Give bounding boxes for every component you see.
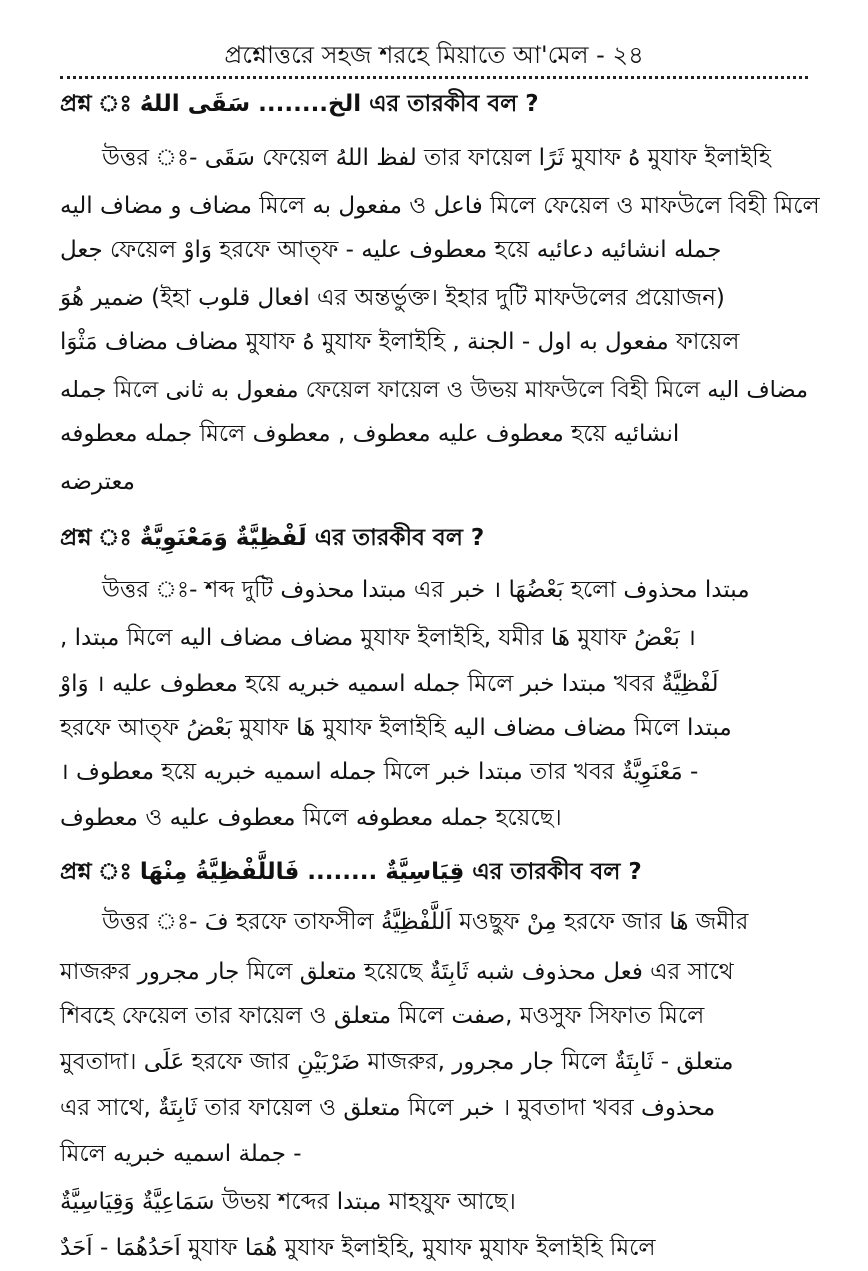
answer-3-line-2: মাজরুর جار مجرور মিলে متعلق হয়েছে فعل محذوف شبه ثَابِتَةٌ এর সাথে [60, 959, 734, 985]
answer-3-line-7: سَمَاعِيَّةٌ وَقِيَاسِيَّةٌ উভয় শব্দের مبتدا মাহযুফ আছে। [60, 1189, 516, 1215]
answer-3-line-4: মুবতাদা। عَلَى হরফে জার ضَرْبَيْنِ মাজরুর, جار مجرور মিলে متعلق - ثَابِتَةٌ [60, 1049, 734, 1075]
answer-2-line-5: । معطوف হয়ে جمله اسميه خبريه মিলে مبتدا خبر তার খবর مَعْنَوِيَّةٌ - [60, 759, 699, 785]
answer-3-line-6: মিলে جملة اسميه خبريه - [60, 1141, 302, 1167]
answer-3-line-5: এর সাথে, ثَابِتَةٌ তার ফায়েল ও متعلق মিলে خبر । মুবতাদা খবর محذوف [60, 1095, 716, 1121]
question-2: প্রশ্ন ঃ لَفْظِيَّةٌ وَمَعْنَوِيَّةٌ এর তারকীব বল ? [60, 525, 485, 551]
answer-3-line-1: উত্তর ঃ- فَ হরফে তাফসীল اَللَّفْظِيَّةُ মওছুফ مِنْ হরফে জার هَا জমীর [102, 909, 749, 935]
answer-1-line-7: جمله معطوفه মিলে معطوف عليه معطوف , معطوف হয়ে انشائيه [60, 421, 680, 447]
answer-1-line-1: উত্তর ঃ- سَقَى ফেয়েল لفظ اللهُ তার ফায়েল ثَرًا মুযাফ هُ মুযাফ ইলাইহি [102, 145, 771, 171]
answer-2-line-6: معطوف ও معطوف عليه মিলে جمله معطوفه হয়েছে। [60, 805, 562, 831]
header-divider [60, 76, 808, 79]
answer-1-line-3: جعل ফেয়েল وَاوْ হরফে আত্‌ফ - معطوف عليه হয়ে جمله انشائيه دعائيه [60, 237, 722, 263]
answer-1-line-4: ضمير هُوَ (ইহা افعال قلوب এর অন্তর্ভুক্ত। ইহার দুটি মাফউলের প্রয়োজন) [60, 285, 725, 311]
answer-3-line-3: শিবহে ফেয়েল তার ফায়েল ও متعلق মিলে صفت, মওসুফ সিফাত মিলে [60, 1003, 705, 1029]
page-header: প্রশ্নোত্তরে সহজ শরহে মিয়াতে আ'মেল - ২৪ [224, 41, 644, 69]
answer-1-line-5: مضاف مضاف مَثْوَا মুযাফ هُ মুযাফ ইলাইহি , مفعول به اول - الجنة ফায়েল [60, 329, 740, 355]
answer-2-line-1: উত্তর ঃ- শব্দ দুটি مبتدا محذوف এর خبر । بَعْضُهَا হলো مبتدا محذوف [102, 577, 750, 603]
question-3: প্রশ্ন ঃ قِيَاسِيَّةٌ ........ فَاللَّفْظِيَّةُ مِنْهَا এর তারকীব বল ? [60, 859, 642, 885]
answer-2-line-4: হরফে আত্‌ফ بَعْضُ মুযাফ هَا মুযাফ ইলাইহি مضاف مضاف اليه মিলে مبتدا [60, 715, 732, 741]
answer-2-line-3: وَاوْ । معطوف عليه হয়ে جمله اسميه خبريه মিলে مبتدا خبر খবর لَفْظِيَّةٌ [60, 671, 719, 697]
answer-1-line-2: مضاف و مضاف اليه মিলে مفعول به ও فاعل মিলে ফেয়েল ও মাফউলে বিহী মিলে [60, 193, 820, 219]
answer-2-line-2: , مبتدا মিলে مضاف مضاف اليه মুযাফ ইলাইহি, যমীর هَا মুযাফ بَعْضُ । [60, 625, 696, 651]
answer-3-line-8: اَحَدُهُمَا - اَحَدٌ মুযাফ هُمَا মুযাফ ইলাইহি, মুযাফ মুযাফ ইলাইহি মিলে [60, 1235, 656, 1261]
answer-1-line-8: معترضه [60, 469, 135, 495]
question-1: প্রশ্ন ঃ الخ........ سَقَى اللهُ এর তারকীব বল ? [60, 91, 539, 117]
answer-1-line-6: جمله মিলে مفعول به ثانى ফেয়েল ফায়েল ও উভয় মাফউলে বিহী মিলে مضاف اليه [60, 377, 809, 403]
